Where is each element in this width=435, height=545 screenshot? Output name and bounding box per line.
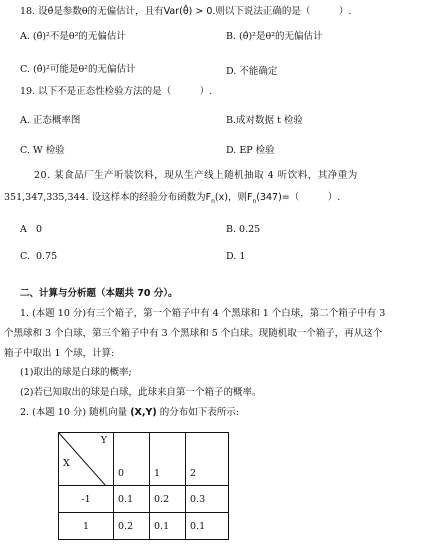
option-text: 不能确定 [239, 66, 278, 77]
q20-text-end: （ ）. [289, 192, 341, 203]
q18-stem [20, 5, 351, 19]
q20-fn [206, 192, 228, 203]
q20-option-d [226, 250, 245, 264]
option-expr: (θ̂)² [239, 31, 256, 42]
fn-arg: (347)= [256, 192, 290, 203]
q20-option-b [226, 223, 260, 237]
option-text: 是θ²的无偏估计 [256, 31, 323, 42]
prob-cell: 0.1 [186, 513, 229, 540]
option-label: D. [226, 251, 237, 262]
x-value: -1 [59, 486, 114, 513]
q19-option-d: D. EP 检验 [226, 145, 275, 156]
option-expr: (θ̂)² [32, 31, 50, 42]
prob-cell: 0.2 [114, 513, 150, 540]
q18-option-b [226, 30, 323, 44]
q20-fn-2 [247, 192, 290, 203]
option-label: C. [20, 251, 30, 262]
option-text: 不是θ²的无偏估计 [49, 31, 126, 42]
fn-subscript: n [211, 197, 215, 205]
table-row [59, 486, 229, 513]
q18-stem-text: 18. 设 [20, 6, 48, 17]
q20-line2 [4, 191, 340, 209]
q19-stem: 19. 以下不是正态性检验方法的是（ ）. [20, 86, 213, 97]
problem1-line1: 1. (本题 10 分)有三个箱子，第一个箱子中有 4 个黑球和 1 个白球，第二个箱子中有 3 [20, 308, 386, 319]
fn-arg: (x) [214, 192, 228, 203]
q18-theta-hat: θ̂ [47, 6, 54, 17]
prob-cell: 0.2 [150, 486, 186, 513]
section-heading: 二、计算与分析题（本题共 70 分）。 [20, 288, 178, 299]
x-value: 1 [59, 513, 114, 540]
q20-option-c [20, 250, 57, 264]
option-label: B. [226, 224, 237, 235]
option-label: D. [226, 66, 237, 77]
table-corner-cell [59, 433, 114, 486]
option-text: 可能是θ²的无偏估计 [49, 64, 136, 75]
prob-cell: 0.1 [150, 513, 186, 540]
y-axis-label: Y [100, 435, 107, 446]
q18-var-expr: Var(θ̂) > 0 [163, 6, 213, 17]
distribution-table [58, 432, 229, 540]
fn-symbol: F [246, 192, 253, 203]
prob-cell: 0.3 [186, 486, 229, 513]
x-axis-label: X [63, 458, 70, 469]
problem2-vector: (X,Y) [130, 407, 157, 418]
y-value-0: 0 [114, 433, 150, 486]
problem1-sub1: (1)取出的球是白球的概率; [20, 367, 132, 378]
problem1-sub2: (2)若已知取出的球是白球，此球来自第一个箱子的概率。 [20, 387, 262, 398]
q20-option-a [20, 223, 42, 237]
y-value-1: 1 [150, 433, 186, 486]
q20-line1: 20. 某食品厂生产听装饮料，现从生产线上随机抽取 4 听饮料，其净重为 [34, 170, 358, 181]
problem2-stem [20, 406, 239, 420]
option-value: 0 [35, 224, 42, 235]
table-row [59, 513, 229, 540]
q20-text: 351,347,335,344. 设这样本的经验分布函数为 [4, 192, 206, 203]
q19-option-a: A. 正态概率图 [20, 115, 81, 126]
prob-cell: 0.1 [114, 486, 150, 513]
fn-subscript: n [252, 197, 257, 205]
option-expr: (θ̂)² [32, 64, 50, 75]
option-value: 0.75 [36, 251, 58, 262]
q19-option-c: C. W 检验 [20, 145, 65, 156]
q18-option-c [20, 63, 135, 77]
q20-text-mid: ，则 [227, 192, 247, 203]
y-value-2: 2 [186, 433, 229, 486]
q18-option-d [226, 65, 277, 79]
table-header-row [59, 433, 229, 486]
option-value: 0.25 [239, 224, 261, 235]
option-label: A. [20, 31, 30, 42]
q19-option-b: B.成对数据 t 检验 [226, 115, 303, 126]
q18-stem-end: .则以下说法正确的是（ ）. [212, 6, 352, 17]
fn-symbol: F [205, 192, 212, 203]
problem2-text-end: 的分布如下表所示: [159, 407, 239, 418]
option-label: B. [226, 31, 237, 42]
problem1-line2: 个黑球和 3 个白球，第三个箱子中有 3 个黑球和 5 个白球。现随机取一个箱子，再从这个 [4, 328, 383, 339]
q18-stem-text-2: 是参数 [53, 6, 82, 17]
option-label: C. [20, 64, 30, 75]
problem1-line3: 箱子中取出 1 个球，计算: [4, 348, 115, 359]
q18-theta: θ [81, 6, 88, 17]
option-value: 1 [239, 251, 246, 262]
problem2-text: 2. (本题 10 分) 随机向量 [20, 407, 128, 418]
option-label: A [20, 224, 27, 235]
q18-option-a [20, 30, 126, 44]
q18-stem-text-3: 的无偏估计，且有 [87, 6, 164, 17]
